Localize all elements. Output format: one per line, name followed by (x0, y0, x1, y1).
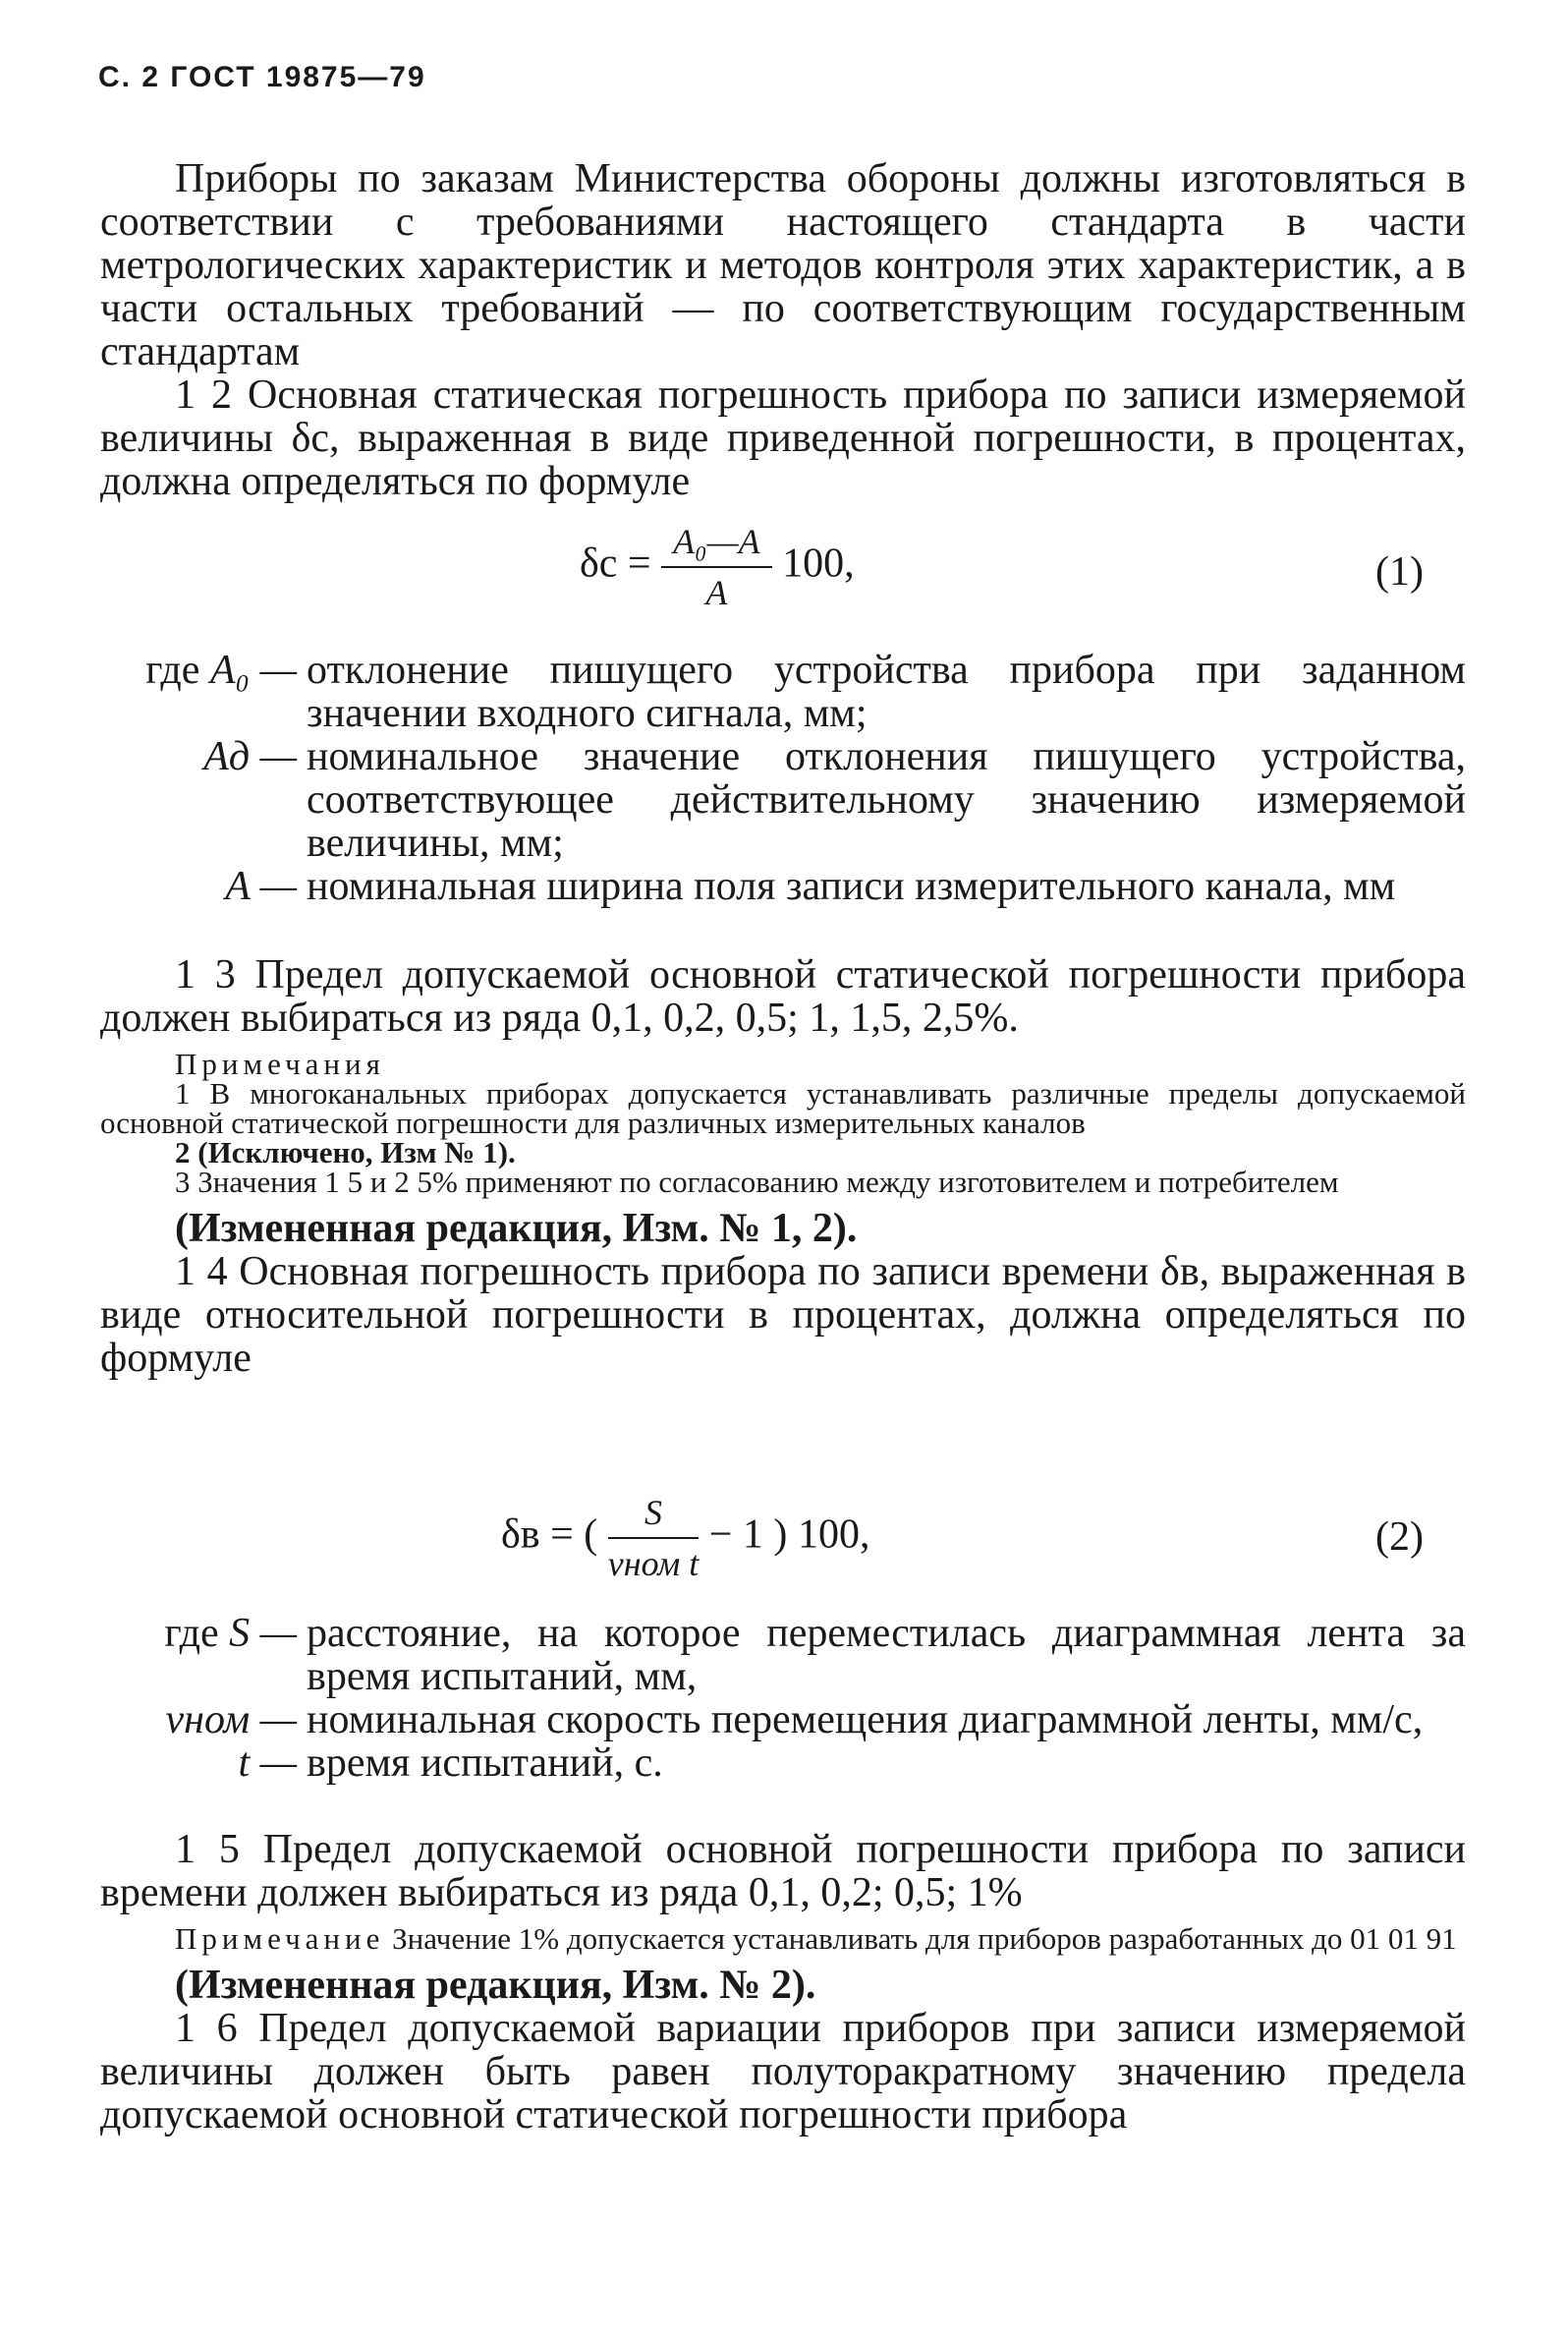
formula-2-fraction (608, 1492, 699, 1584)
page-header: С. 2 ГОСТ 19875—79 (98, 61, 426, 93)
definition-symbol: t — (238, 1740, 297, 1786)
edit-note-2: (Измененная редакция, Изм. № 2). (175, 1963, 816, 2008)
note-3: 3 Значения 1 5 и 2 5% применяют по согласованию между изготовителем и потребителем (175, 1165, 1339, 1199)
notes-heading: Примечания (175, 1047, 385, 1081)
paragraph-1-3: 1 3 Предел допускаемой основной статической погрешности прибора должен выбираться из ряда 0,1, 0,2, 0,5; 1, 1,5, 2,5%. (100, 952, 1466, 1041)
definition-row (100, 735, 1466, 865)
note-2-block (100, 1921, 1466, 1956)
note-2-text: Значение 1% допускается устанавливать для приборов разработанных до 01 01 91 (392, 1921, 1457, 1956)
formula-2 (501, 1492, 869, 1584)
formula-2-lhs: δв = ( (501, 1511, 598, 1558)
definition-text: номинальная скорость перемещения диаграммной ленты, мм/с, (307, 1697, 1424, 1742)
note-2-heading: Примечание (175, 1921, 385, 1956)
definition-row (100, 1741, 1466, 1785)
formula-2-minus: − 1 ) (708, 1511, 788, 1558)
notes-1 (100, 1047, 1466, 1199)
formula-2-number: (2) (1375, 1514, 1424, 1560)
section-bottom (100, 1828, 1466, 2137)
edit-note-1: (Измененная редакция, Изм. № 1, 2). (175, 1206, 858, 1251)
note-2: 2 (Исключено, Изм № 1). (175, 1135, 516, 1169)
paragraph-1-6: 1 6 Предел допускаемой вариации приборов при записи измеряемой величины должен быть равен полуторакратному значению предела допускаемой основной статической погрешности прибора (100, 2006, 1466, 2138)
formula-2-numerator: S (608, 1492, 699, 1539)
definition-text: расстояние, на которое переместилась диаграммная лента за время испытаний, мм, (307, 1611, 1466, 1699)
definitions-2 (100, 1612, 1466, 1785)
paragraph-1-2: 1 2 Основная статическая погрешность прибора по записи измеряемой величины δc, выраженная в виде приведенной погрешности, в процентах, должна определяться по формуле (100, 372, 1466, 504)
formula-2-denominator: vном t (607, 1544, 700, 1583)
definitions-1 (100, 649, 1466, 908)
definition-row (100, 649, 1466, 735)
definition-symbol: Aд — (203, 734, 297, 779)
formula-2-rhs: 100, (797, 1511, 870, 1558)
formula-1-numerator: A₀—A (661, 521, 772, 568)
formula-1-fraction (661, 521, 772, 613)
formula-1-rhs: 100, (782, 541, 855, 587)
definition-text: отклонение пишущего устройства прибора при заданном значении входного сигнала, мм; (307, 648, 1466, 736)
formula-1-number: (1) (1375, 549, 1424, 595)
definition-symbol: где S — (164, 1611, 297, 1656)
formula-1-denominator: A (705, 573, 728, 612)
paragraph-intro: Приборы по заказам Министерства обороны должны изготовляться в соответствии с требованиями настоящего стандарта в части метрологических характеристик и методов контроля этих характеристик, а в части остальных требований — по соответствующим государственным стандартам (100, 156, 1466, 374)
definition-symbol: A — (225, 864, 297, 909)
formula-1 (580, 521, 855, 613)
definition-text: время испытаний, с. (307, 1740, 663, 1786)
definition-text: номинальная ширина поля записи измерительного канала, мм (307, 864, 1396, 909)
definition-symbol: где A₀ — (145, 648, 297, 693)
section-top (100, 157, 1466, 503)
definition-row (100, 865, 1466, 908)
section-middle (100, 953, 1466, 1380)
note-1: 1 В многоканальных приборах допускается устанавливать различные пределы допускаемой основной статической погрешности для различных измерительных каналов (100, 1076, 1466, 1140)
paragraph-1-4: 1 4 Основная погрешность прибора по записи времени δв, выраженная в виде относительной погрешности в процентах, должна определяться по формуле (100, 1249, 1466, 1381)
definition-row (100, 1612, 1466, 1698)
paragraph-1-5: 1 5 Предел допускаемой основной погрешности прибора по записи времени должен выбираться из ряда 0,1, 0,2; 0,5; 1% (100, 1827, 1466, 1915)
definition-text: номинальное значение отклонения пишущего устройства, соответствующее действительному значению измеряемой величины, мм; (307, 734, 1466, 866)
formula-1-lhs: δс = (580, 541, 651, 587)
definition-row (100, 1698, 1466, 1741)
definition-symbol: vном — (165, 1697, 297, 1742)
